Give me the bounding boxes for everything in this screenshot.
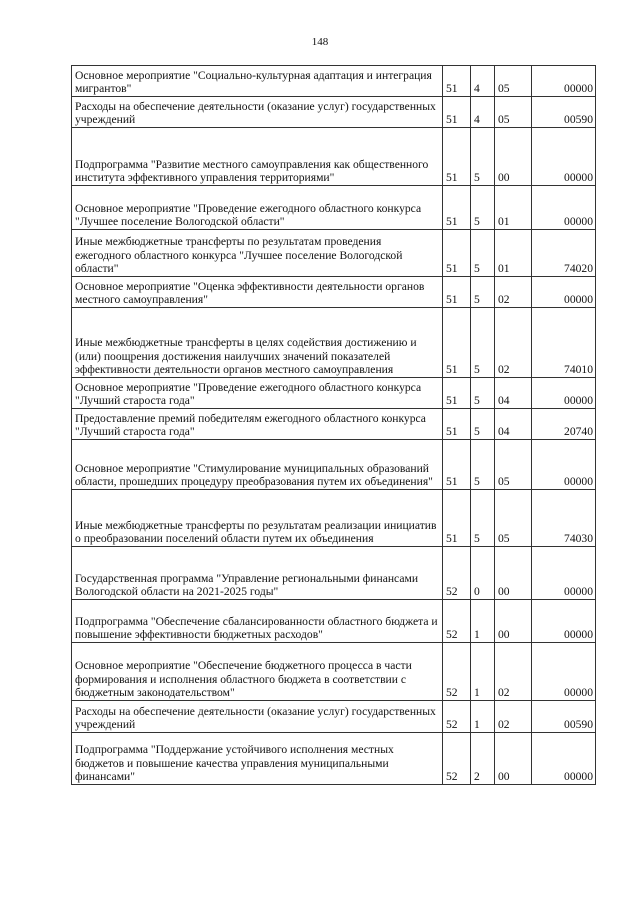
row-code-2-cell: 1 bbox=[471, 643, 495, 701]
row-code-4-cell: 00000 bbox=[532, 186, 596, 230]
row-name-cell: Подпрограмма "Развитие местного самоуправления как общественного института эффективного управления территориями" bbox=[72, 128, 443, 186]
row-code-4-cell: 00000 bbox=[532, 643, 596, 701]
row-code-2-cell: 5 bbox=[471, 230, 495, 277]
row-code-2-cell: 5 bbox=[471, 128, 495, 186]
row-code-2-cell: 1 bbox=[471, 600, 495, 643]
row-code-2-cell: 0 bbox=[471, 547, 495, 600]
row-name-cell: Расходы на обеспечение деятельности (оказание услуг) государственных учреждений bbox=[72, 97, 443, 128]
row-name-cell: Иные межбюджетные трансферты по результатам проведения ежегодного областного конкурса "Лучшее поселение Вологодской области" bbox=[72, 230, 443, 277]
row-code-2-cell: 2 bbox=[471, 733, 495, 785]
table-row bbox=[72, 643, 596, 701]
row-code-4-cell: 74010 bbox=[532, 308, 596, 378]
row-code-3-cell: 04 bbox=[495, 378, 532, 409]
row-code-4-cell: 74020 bbox=[532, 230, 596, 277]
row-code-3-cell: 02 bbox=[495, 643, 532, 701]
table-row bbox=[72, 490, 596, 547]
row-code-4-cell: 00000 bbox=[532, 547, 596, 600]
row-code-2-cell: 4 bbox=[471, 97, 495, 128]
table-row bbox=[72, 308, 596, 378]
row-code-4-cell: 00000 bbox=[532, 378, 596, 409]
row-code-3-cell: 01 bbox=[495, 186, 532, 230]
row-code-4-cell: 00000 bbox=[532, 440, 596, 490]
row-name-cell: Государственная программа "Управление региональными финансами Вологодской области на 2021-2025 годы" bbox=[72, 547, 443, 600]
row-code-1-cell: 51 bbox=[443, 308, 471, 378]
table-body bbox=[72, 66, 596, 785]
budget-classification-table bbox=[71, 65, 596, 785]
row-code-1-cell: 52 bbox=[443, 643, 471, 701]
row-code-3-cell: 05 bbox=[495, 490, 532, 547]
row-code-3-cell: 02 bbox=[495, 308, 532, 378]
row-name-cell: Основное мероприятие "Обеспечение бюджетного процесса в части формирования и исполнения областного бюджета в соответствии с бюджетным законодательством" bbox=[72, 643, 443, 701]
row-name-cell: Основное мероприятие "Стимулирование муниципальных образований области, прошедших процедуру преобразования путем их объединения" bbox=[72, 440, 443, 490]
row-code-4-cell: 00000 bbox=[532, 128, 596, 186]
row-code-2-cell: 4 bbox=[471, 66, 495, 97]
row-code-1-cell: 51 bbox=[443, 128, 471, 186]
row-code-2-cell: 5 bbox=[471, 186, 495, 230]
row-code-1-cell: 51 bbox=[443, 378, 471, 409]
row-code-1-cell: 51 bbox=[443, 490, 471, 547]
row-code-1-cell: 52 bbox=[443, 701, 471, 733]
row-code-1-cell: 51 bbox=[443, 66, 471, 97]
table-row bbox=[72, 97, 596, 128]
row-code-3-cell: 04 bbox=[495, 409, 532, 440]
table-row bbox=[72, 733, 596, 785]
row-name-cell: Подпрограмма "Поддержание устойчивого исполнения местных бюджетов и повышение качества управления муниципальными финансами" bbox=[72, 733, 443, 785]
row-code-1-cell: 52 bbox=[443, 547, 471, 600]
row-code-1-cell: 51 bbox=[443, 186, 471, 230]
row-code-4-cell: 00000 bbox=[532, 600, 596, 643]
row-code-3-cell: 00 bbox=[495, 733, 532, 785]
row-code-3-cell: 00 bbox=[495, 547, 532, 600]
row-code-1-cell: 51 bbox=[443, 277, 471, 308]
row-code-1-cell: 52 bbox=[443, 600, 471, 643]
row-name-cell: Иные межбюджетные трансферты по результатам реализации инициатив о преобразовании поселений области путем их объединения bbox=[72, 490, 443, 547]
row-code-4-cell: 74030 bbox=[532, 490, 596, 547]
row-code-4-cell: 20740 bbox=[532, 409, 596, 440]
row-name-cell: Расходы на обеспечение деятельности (оказание услуг) государственных учреждений bbox=[72, 701, 443, 733]
page-number: 148 bbox=[311, 36, 329, 48]
table-row bbox=[72, 230, 596, 277]
row-name-cell: Иные межбюджетные трансферты в целях содействия достижению и (или) поощрения достижения наилучших значений показателей эффективности деятельности органов местного самоуправления bbox=[72, 308, 443, 378]
table-row bbox=[72, 409, 596, 440]
row-code-3-cell: 00 bbox=[495, 128, 532, 186]
row-code-2-cell: 5 bbox=[471, 409, 495, 440]
row-code-2-cell: 5 bbox=[471, 277, 495, 308]
table-row bbox=[72, 277, 596, 308]
table-row bbox=[72, 186, 596, 230]
table-row bbox=[72, 128, 596, 186]
table-row bbox=[72, 66, 596, 97]
row-code-1-cell: 51 bbox=[443, 440, 471, 490]
table-row bbox=[72, 440, 596, 490]
row-code-4-cell: 00590 bbox=[532, 97, 596, 128]
row-code-3-cell: 02 bbox=[495, 277, 532, 308]
row-code-3-cell: 05 bbox=[495, 440, 532, 490]
row-code-3-cell: 05 bbox=[495, 97, 532, 128]
table-row bbox=[72, 701, 596, 733]
row-code-1-cell: 52 bbox=[443, 733, 471, 785]
row-code-1-cell: 51 bbox=[443, 409, 471, 440]
row-name-cell: Предоставление премий победителям ежегодного областного конкурса "Лучший староста года" bbox=[72, 409, 443, 440]
row-code-2-cell: 5 bbox=[471, 378, 495, 409]
row-name-cell: Основное мероприятие "Проведение ежегодного областного конкурса "Лучший староста года" bbox=[72, 378, 443, 409]
row-code-3-cell: 05 bbox=[495, 66, 532, 97]
row-code-2-cell: 5 bbox=[471, 440, 495, 490]
table-row bbox=[72, 378, 596, 409]
row-code-4-cell: 00000 bbox=[532, 66, 596, 97]
row-code-1-cell: 51 bbox=[443, 97, 471, 128]
row-code-2-cell: 5 bbox=[471, 490, 495, 547]
table-row bbox=[72, 600, 596, 643]
row-code-3-cell: 02 bbox=[495, 701, 532, 733]
row-name-cell: Основное мероприятие "Оценка эффективности деятельности органов местного самоуправления" bbox=[72, 277, 443, 308]
row-code-3-cell: 00 bbox=[495, 600, 532, 643]
row-code-1-cell: 51 bbox=[443, 230, 471, 277]
row-name-cell: Основное мероприятие "Социально-культурная адаптация и интеграция мигрантов" bbox=[72, 66, 443, 97]
row-name-cell: Подпрограмма "Обеспечение сбалансированности областного бюджета и повышение эффективности бюджетных расходов" bbox=[72, 600, 443, 643]
table-row bbox=[72, 547, 596, 600]
row-code-4-cell: 00000 bbox=[532, 733, 596, 785]
row-code-2-cell: 1 bbox=[471, 701, 495, 733]
row-code-4-cell: 00590 bbox=[532, 701, 596, 733]
row-code-4-cell: 00000 bbox=[532, 277, 596, 308]
row-code-2-cell: 5 bbox=[471, 308, 495, 378]
row-code-3-cell: 01 bbox=[495, 230, 532, 277]
row-name-cell: Основное мероприятие "Проведение ежегодного областного конкурса "Лучшее поселение Вологодской области" bbox=[72, 186, 443, 230]
